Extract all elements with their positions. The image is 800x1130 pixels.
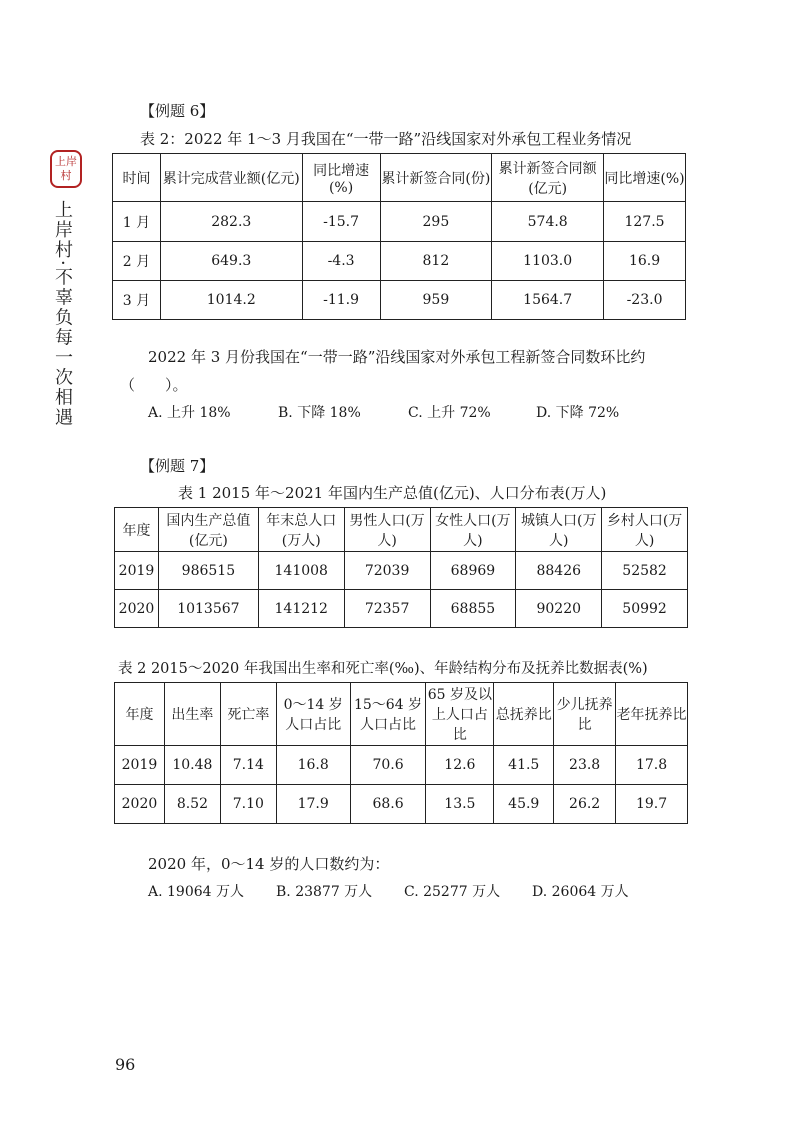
page-number: 96 bbox=[115, 1055, 136, 1074]
table-header: 死亡率 bbox=[220, 683, 276, 746]
table-cell: 127.5 bbox=[604, 202, 686, 242]
table-row bbox=[113, 281, 686, 320]
table-row bbox=[115, 785, 688, 824]
table-cell: 959 bbox=[380, 281, 492, 320]
table-cell: 68969 bbox=[430, 552, 516, 590]
table-header: 总抚养比 bbox=[494, 683, 554, 746]
table-header: 年度 bbox=[115, 683, 165, 746]
table-cell: -4.3 bbox=[302, 242, 380, 281]
table-cell: 2020 bbox=[115, 590, 159, 628]
option-b[interactable]: B. 23877 万人 bbox=[276, 884, 373, 900]
table-header: 0～14 岁人口占比 bbox=[276, 683, 350, 746]
table-cell: 17.8 bbox=[616, 746, 688, 785]
option-c[interactable]: C. 25277 万人 bbox=[404, 884, 501, 900]
table-header: 少儿抚养比 bbox=[554, 683, 616, 746]
table-cell: 70.6 bbox=[350, 746, 426, 785]
table-cell: 23.8 bbox=[554, 746, 616, 785]
table-row bbox=[115, 746, 688, 785]
table-cell: 52582 bbox=[602, 552, 688, 590]
table-cell: 12.6 bbox=[426, 746, 494, 785]
table-cell: 68.6 bbox=[350, 785, 426, 824]
table-cell: 72039 bbox=[344, 552, 430, 590]
table-header: 累计完成营业额(亿元) bbox=[160, 154, 302, 202]
table-header: 乡村人口(万人) bbox=[602, 508, 688, 552]
table-header: 国内生产总值(亿元) bbox=[158, 508, 258, 552]
table-cell: 16.8 bbox=[276, 746, 350, 785]
table-cell: 10.48 bbox=[164, 746, 220, 785]
table-cell: 16.9 bbox=[604, 242, 686, 281]
example-6-label: 【例题 6】 bbox=[140, 102, 215, 120]
brand-seal bbox=[50, 150, 82, 188]
table-row bbox=[113, 202, 686, 242]
table-header: 同比增速(%) bbox=[302, 154, 380, 202]
table-cell: 26.2 bbox=[554, 785, 616, 824]
table-header: 女性人口(万人) bbox=[430, 508, 516, 552]
question-text: 2022 年 3 月份我国在“一带一路”沿线国家对外承包工程新签合同数环比约 bbox=[148, 348, 646, 366]
table-header: 年末总人口(万人) bbox=[258, 508, 344, 552]
table-cell: 41.5 bbox=[494, 746, 554, 785]
sidebar bbox=[50, 150, 80, 428]
table-cell: 50992 bbox=[602, 590, 688, 628]
table-cell: 3 月 bbox=[113, 281, 161, 320]
table-header: 15～64 岁人口占比 bbox=[350, 683, 426, 746]
table-header: 累计新签合同(份) bbox=[380, 154, 492, 202]
table-cell: -23.0 bbox=[604, 281, 686, 320]
option-a[interactable]: A. 19064 万人 bbox=[148, 884, 244, 900]
option-c[interactable]: C. 上升 72% bbox=[408, 405, 491, 421]
table-cell: 295 bbox=[380, 202, 492, 242]
seal-line-2: 村 bbox=[60, 169, 72, 182]
table-cell: 141212 bbox=[258, 590, 344, 628]
table-header: 出生率 bbox=[164, 683, 220, 746]
table-row bbox=[113, 242, 686, 281]
answer-options bbox=[148, 881, 629, 901]
question-text: 2020 年，0～14 岁的人口数约为： bbox=[148, 855, 390, 873]
option-a[interactable]: A. 上升 18% bbox=[148, 405, 231, 421]
table-header: 累计新签合同额(亿元) bbox=[492, 154, 604, 202]
table-cell: 1103.0 bbox=[492, 242, 604, 281]
table-cell: 574.8 bbox=[492, 202, 604, 242]
table-caption: 表 2：2022 年 1～3 月我国在“一带一路”沿线国家对外承包工程业务情况 bbox=[140, 130, 632, 148]
table-header: 时间 bbox=[113, 154, 161, 202]
table-header: 年度 bbox=[115, 508, 159, 552]
table-cell: 2019 bbox=[115, 746, 165, 785]
example-7-label: 【例题 7】 bbox=[140, 457, 215, 475]
table-cell: -11.9 bbox=[302, 281, 380, 320]
table-caption: 表 2 2015～2020 年我国出生率和死亡率(‰)、年龄结构分布及抚养比数据表(%) bbox=[118, 661, 648, 677]
answer-options bbox=[148, 402, 619, 422]
table-cell: 2019 bbox=[115, 552, 159, 590]
table-caption: 表 1 2015 年～2021 年国内生产总值(亿元)、人口分布表(万人) bbox=[178, 484, 607, 502]
table-cell: 7.10 bbox=[220, 785, 276, 824]
question-blank: （ ）。 bbox=[120, 376, 188, 394]
table-cell: 1014.2 bbox=[160, 281, 302, 320]
table-cell: 2 月 bbox=[113, 242, 161, 281]
data-table-ex7-1 bbox=[114, 507, 688, 628]
table-header: 同比增速(%) bbox=[604, 154, 686, 202]
option-b[interactable]: B. 下降 18% bbox=[278, 405, 361, 421]
seal-line-1: 上岸 bbox=[55, 155, 77, 168]
table-cell: 13.5 bbox=[426, 785, 494, 824]
table-row bbox=[115, 552, 688, 590]
data-table-ex6 bbox=[112, 153, 686, 320]
table-cell: 45.9 bbox=[494, 785, 554, 824]
table-header: 男性人口(万人) bbox=[344, 508, 430, 552]
option-d[interactable]: D. 26064 万人 bbox=[532, 884, 629, 900]
table-cell: 68855 bbox=[430, 590, 516, 628]
table-row bbox=[115, 590, 688, 628]
table-cell: 1013567 bbox=[158, 590, 258, 628]
table-header: 65 岁及以上人口占比 bbox=[426, 683, 494, 746]
table-cell: 1564.7 bbox=[492, 281, 604, 320]
table-header: 老年抚养比 bbox=[616, 683, 688, 746]
table-cell: 986515 bbox=[158, 552, 258, 590]
data-table-ex7-2 bbox=[114, 682, 688, 824]
table-cell: 649.3 bbox=[160, 242, 302, 281]
table-cell: 72357 bbox=[344, 590, 430, 628]
sidebar-slogan: 上岸村·不辜负每一次相遇 bbox=[52, 200, 73, 428]
table-header: 城镇人口(万人) bbox=[516, 508, 602, 552]
table-cell: 812 bbox=[380, 242, 492, 281]
table-cell: 2020 bbox=[115, 785, 165, 824]
table-cell: 90220 bbox=[516, 590, 602, 628]
table-cell: 1 月 bbox=[113, 202, 161, 242]
table-cell: 19.7 bbox=[616, 785, 688, 824]
table-cell: 141008 bbox=[258, 552, 344, 590]
table-cell: 17.9 bbox=[276, 785, 350, 824]
table-cell: 8.52 bbox=[164, 785, 220, 824]
table-cell: -15.7 bbox=[302, 202, 380, 242]
option-d[interactable]: D. 下降 72% bbox=[536, 405, 620, 421]
table-cell: 7.14 bbox=[220, 746, 276, 785]
table-cell: 88426 bbox=[516, 552, 602, 590]
table-cell: 282.3 bbox=[160, 202, 302, 242]
